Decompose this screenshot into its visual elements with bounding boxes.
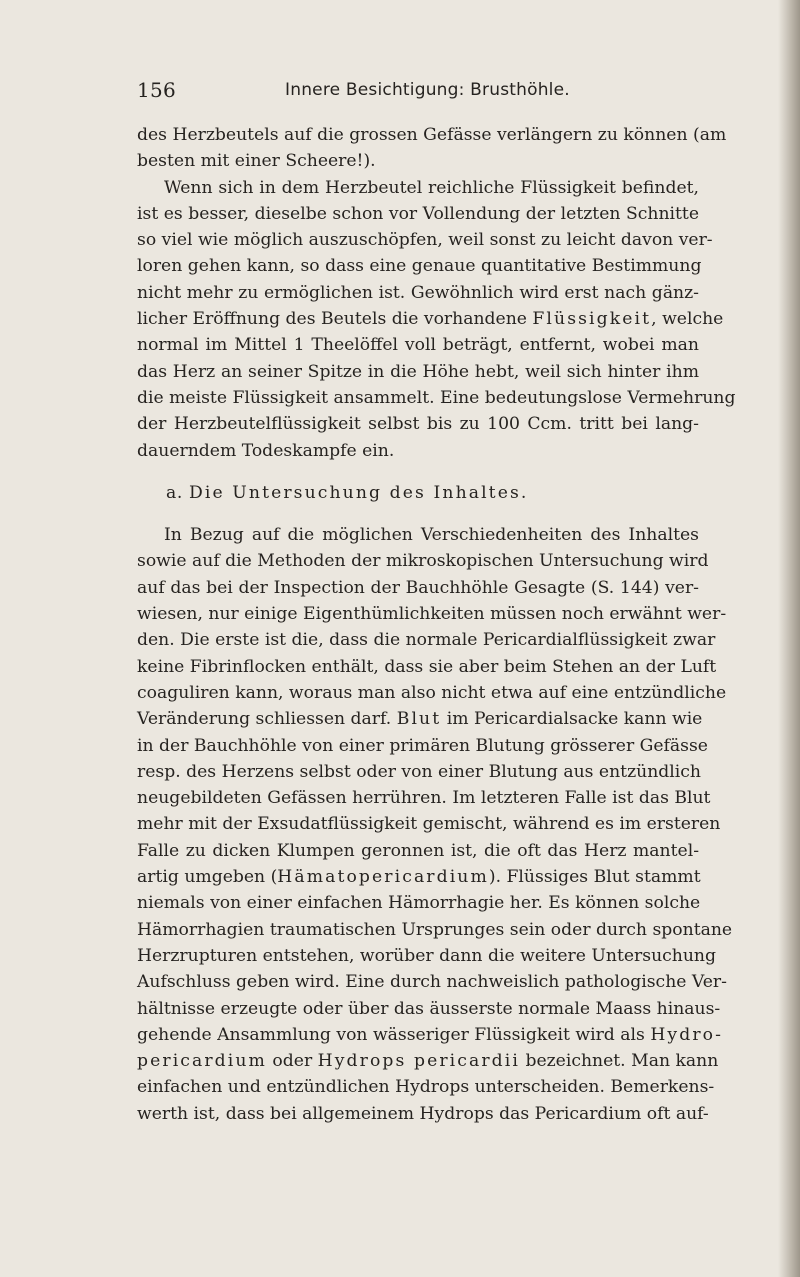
running-head: Innere Besichtigung: Brusthöhle. xyxy=(285,80,570,100)
text-line xyxy=(137,706,703,732)
section-title: Die Untersuchung des Inhaltes. xyxy=(189,482,529,503)
text-segment: licher Eröffnung des Beutels die vorhandene xyxy=(137,309,527,330)
emphasis: pericardium xyxy=(137,1051,267,1072)
text-segment: oder xyxy=(272,1051,313,1072)
text-segment: ). Flüssiges Blut stammt xyxy=(488,867,701,888)
page-number: 156 xyxy=(137,78,177,102)
text-line: keine Fibrinflocken enthält, dass sie aber beim Stehen an der Luft xyxy=(137,656,717,677)
text-line: in der Bauchhöhle von einer primären Blutung grösserer Gefässe xyxy=(137,735,708,756)
text-line xyxy=(137,1048,719,1074)
text-line: das Herz an seiner Spitze in die Höhe hebt, weil sich hinter ihm xyxy=(137,361,699,382)
page-edge-shadow xyxy=(778,0,800,1277)
text-line: werth ist, dass bei allgemeinem Hydrops das Pericardium oft auf- xyxy=(137,1103,709,1124)
text-line: besten mit einer Scheere!). xyxy=(137,151,376,172)
text-line: Hämorrhagien traumatischen Ursprunges sein oder durch spontane xyxy=(137,919,733,940)
text-line: In Bezug auf die möglichen Verschiedenheiten des Inhaltes xyxy=(164,525,699,546)
text-line xyxy=(137,864,699,890)
text-line: dauerndem Todeskampfe ein. xyxy=(137,440,395,461)
text-line: der Herzbeutelflüssigkeit selbst bis zu 100 Ccm. tritt bei lang- xyxy=(137,414,699,435)
text-segment: gehende Ansammlung von wässeriger Flüssigkeit wird als xyxy=(137,1024,645,1045)
body-text xyxy=(137,122,736,1127)
text-line: Wenn sich in dem Herzbeutel reichliche Flüssigkeit befindet, xyxy=(164,177,699,198)
text-line: neugebildeten Gefässen herrühren. Im letzteren Falle ist das Blut xyxy=(137,788,711,809)
text-line: niemals von einer einfachen Hämorrhagie her. Es können solche xyxy=(137,893,701,914)
text-line: Falle zu dicken Klumpen geronnen ist, die oft das Herz mantel- xyxy=(137,840,699,861)
spacer xyxy=(137,464,699,480)
text-line xyxy=(137,1022,723,1048)
section-heading xyxy=(137,480,699,506)
text-line: mehr mit der Exsudatflüssigkeit gemischt, während es im ersteren xyxy=(137,814,721,835)
text-line: sowie auf die Methoden der mikroskopischen Untersuchung wird xyxy=(137,551,709,572)
emphasis: Blut xyxy=(396,709,442,730)
page-header xyxy=(137,76,697,104)
text-line: die meiste Flüssigkeit ansammelt. Eine bedeutungslose Vermehrung xyxy=(137,387,736,408)
text-line: Aufschluss geben wird. Eine durch nachweislich pathologische Ver- xyxy=(137,972,727,993)
text-segment: , welche xyxy=(651,309,724,330)
text-segment: bezeichnet. Man kann xyxy=(525,1051,719,1072)
emphasis: Flüssigkeit xyxy=(532,309,652,330)
text-line: wiesen, nur einige Eigenthümlichkeiten müssen noch erwähnt wer- xyxy=(137,604,727,625)
text-line xyxy=(137,306,724,332)
text-segment: artig umgeben ( xyxy=(137,867,278,888)
text-line: des Herzbeutels auf die grossen Gefässe verlängern zu können (am xyxy=(137,125,727,145)
text-line: normal im Mittel 1 Theelöffel voll beträgt, entfernt, wobei man xyxy=(137,335,699,356)
text-segment: im Pericardialsacke kann wie xyxy=(446,709,703,730)
text-line: einfachen und entzündlichen Hydrops unterscheiden. Bemerkens- xyxy=(137,1077,715,1098)
text-line: loren gehen kann, so dass eine genaue quantitative Bestimmung xyxy=(137,256,702,277)
text-line: hältnisse erzeugte oder über das äusserste normale Maass hinaus- xyxy=(137,998,721,1019)
text-line: nicht mehr zu ermöglichen ist. Gewöhnlich wird erst nach gänz- xyxy=(137,282,699,303)
text-line: Herzrupturen entstehen, worüber dann die weitere Untersuchung xyxy=(137,945,716,966)
emphasis: Hämatopericardium xyxy=(277,867,489,888)
emphasis: Hydrops pericardii xyxy=(317,1051,520,1072)
emphasis: Hydro- xyxy=(650,1024,723,1045)
text-line: so viel wie möglich auszuschöpfen, weil sonst zu leicht davon ver- xyxy=(137,230,713,251)
text-line: auf das bei der Inspection der Bauchhöhle Gesagte (S. 144) ver- xyxy=(137,577,699,598)
text-line: den. Die erste ist die, dass die normale Pericardialflüssigkeit zwar xyxy=(137,630,716,651)
text-line: ist es besser, dieselbe schon vor Vollendung der letzten Schnitte xyxy=(137,203,699,224)
spacer xyxy=(137,506,699,522)
text-segment: Veränderung schliessen darf. xyxy=(137,709,392,730)
section-marker: a. xyxy=(166,482,183,503)
text-line: coaguliren kann, woraus man also nicht etwa auf eine entzündliche xyxy=(137,682,727,703)
text-line: resp. des Herzens selbst oder von einer Blutung aus entzündlich xyxy=(137,761,701,782)
